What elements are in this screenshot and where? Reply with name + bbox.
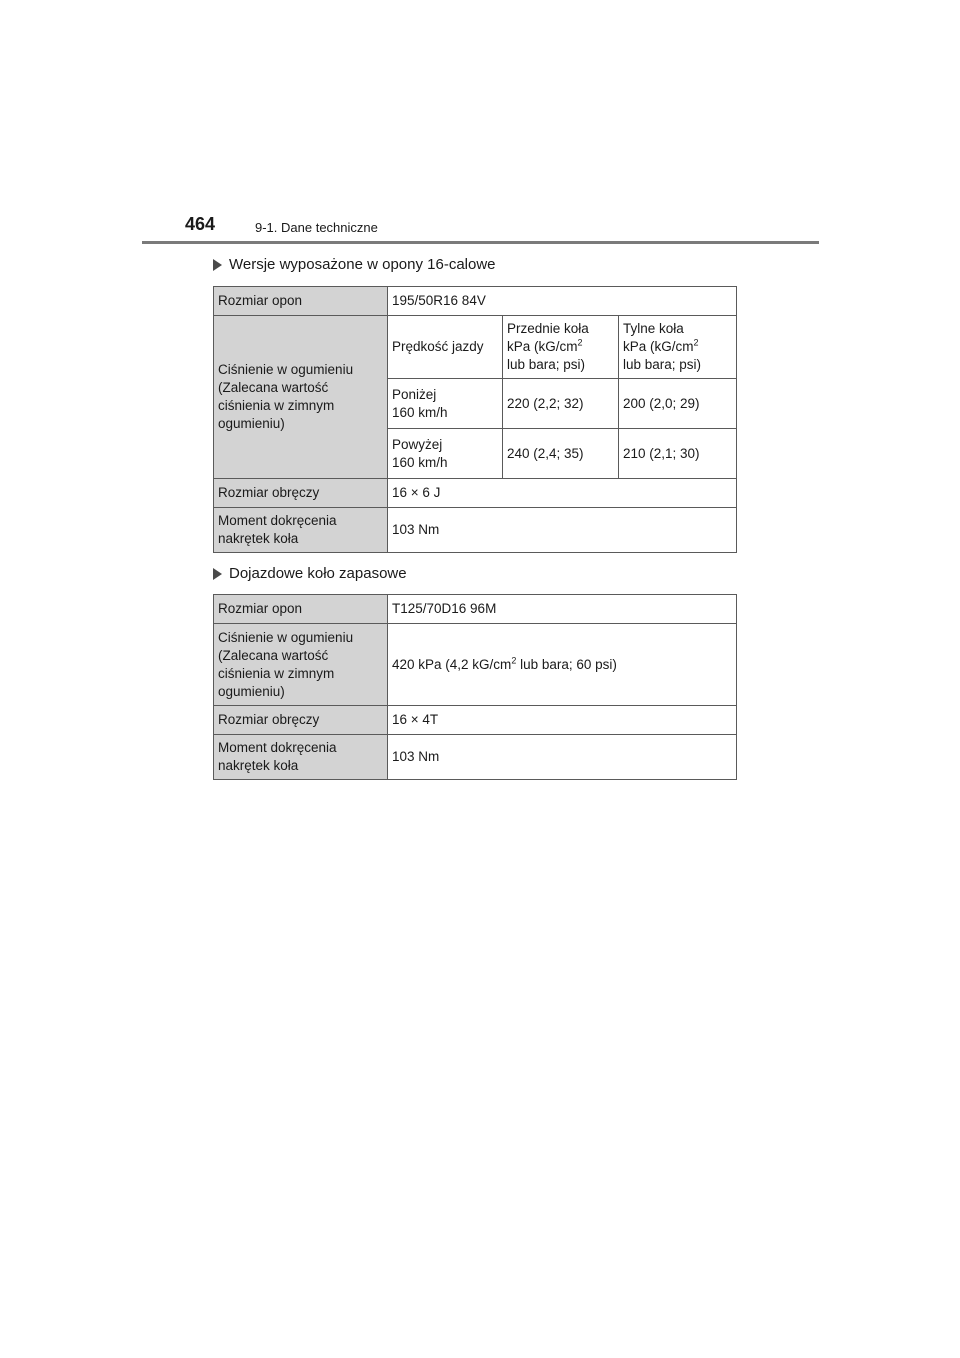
speed-line2: 160 km/h [392,404,448,420]
standard-tires-heading [213,256,496,273]
table-row [214,508,737,553]
table-row [214,316,737,379]
rim-size-value: 16 × 6 J [388,479,737,508]
rear-header-line1: Tylne koła [623,321,684,336]
section-title: 9-1. Dane techniczne [255,220,378,235]
superscript: 2 [511,655,517,665]
rear-header-line2: kPa (kG/cm [623,339,694,354]
spare-tire-heading-text: Dojazdowe koło zapasowe [229,565,407,582]
speed-header: Prędkość jazdy [388,316,503,379]
rear-wheels-header [619,316,737,379]
speed-line1: Poniżej [392,386,437,402]
speed-cell [388,379,503,429]
torque-label: Moment dokręcenia nakrętek koła [214,508,388,553]
speed-line1: Powyżej [392,436,443,452]
page-number: 464 [185,214,216,234]
tire-size-value: 195/50R16 84V [388,287,737,316]
front-header-line2: kPa (kG/cm [507,339,578,354]
front-pressure-cell: 240 (2,4; 35) [503,429,619,479]
superscript: 2 [693,337,699,348]
rim-size-label: Rozmiar obręczy [214,706,388,735]
arrow-right-icon [213,259,222,271]
front-header-line3: lub bara; psi) [507,357,586,372]
superscript: 2 [577,337,583,348]
rear-pressure-cell: 200 (2,0; 29) [619,379,737,429]
speed-cell [388,429,503,479]
tire-size-label: Rozmiar opon [214,287,388,316]
rear-pressure-cell: 210 (2,1; 30) [619,429,737,479]
tire-size-label: Rozmiar opon [214,595,388,624]
pressure-label: Ciśnienie w ogumieniu (Zalecana wartość ciśnienia w zimnym ogumieniu) [214,624,388,706]
table-row [214,706,737,735]
standard-tires-heading-text: Wersje wyposażone w opony 16-calowe [229,256,496,273]
pressure-value [388,624,737,706]
torque-value: 103 Nm [388,735,737,780]
table-row [214,287,737,316]
spare-tire-heading [213,565,407,582]
arrow-right-icon [213,568,222,580]
pressure-label: Ciśnienie w ogumieniu (Zalecana wartość ciśnienia w zimnym ogumieniu) [214,316,388,479]
torque-label: Moment dokręcenia nakrętek koła [214,735,388,780]
spare-tire-table [213,594,737,780]
pressure-value-post: lub bara; 60 psi) [516,656,617,672]
front-pressure-cell: 220 (2,2; 32) [503,379,619,429]
rim-size-value: 16 × 4T [388,706,737,735]
header-divider [142,241,819,244]
table-row [214,479,737,508]
front-header-line1: Przednie koła [507,321,589,336]
standard-tires-table [213,286,737,553]
table-row [214,624,737,706]
rim-size-label: Rozmiar obręczy [214,479,388,508]
table-row [214,595,737,624]
torque-value: 103 Nm [388,508,737,553]
speed-line2: 160 km/h [392,454,448,470]
tire-size-value: T125/70D16 96M [388,595,737,624]
table-row [214,735,737,780]
rear-header-line3: lub bara; psi) [623,357,702,372]
front-wheels-header [503,316,619,379]
pressure-value-pre: 420 kPa (4,2 kG/cm [392,656,512,672]
